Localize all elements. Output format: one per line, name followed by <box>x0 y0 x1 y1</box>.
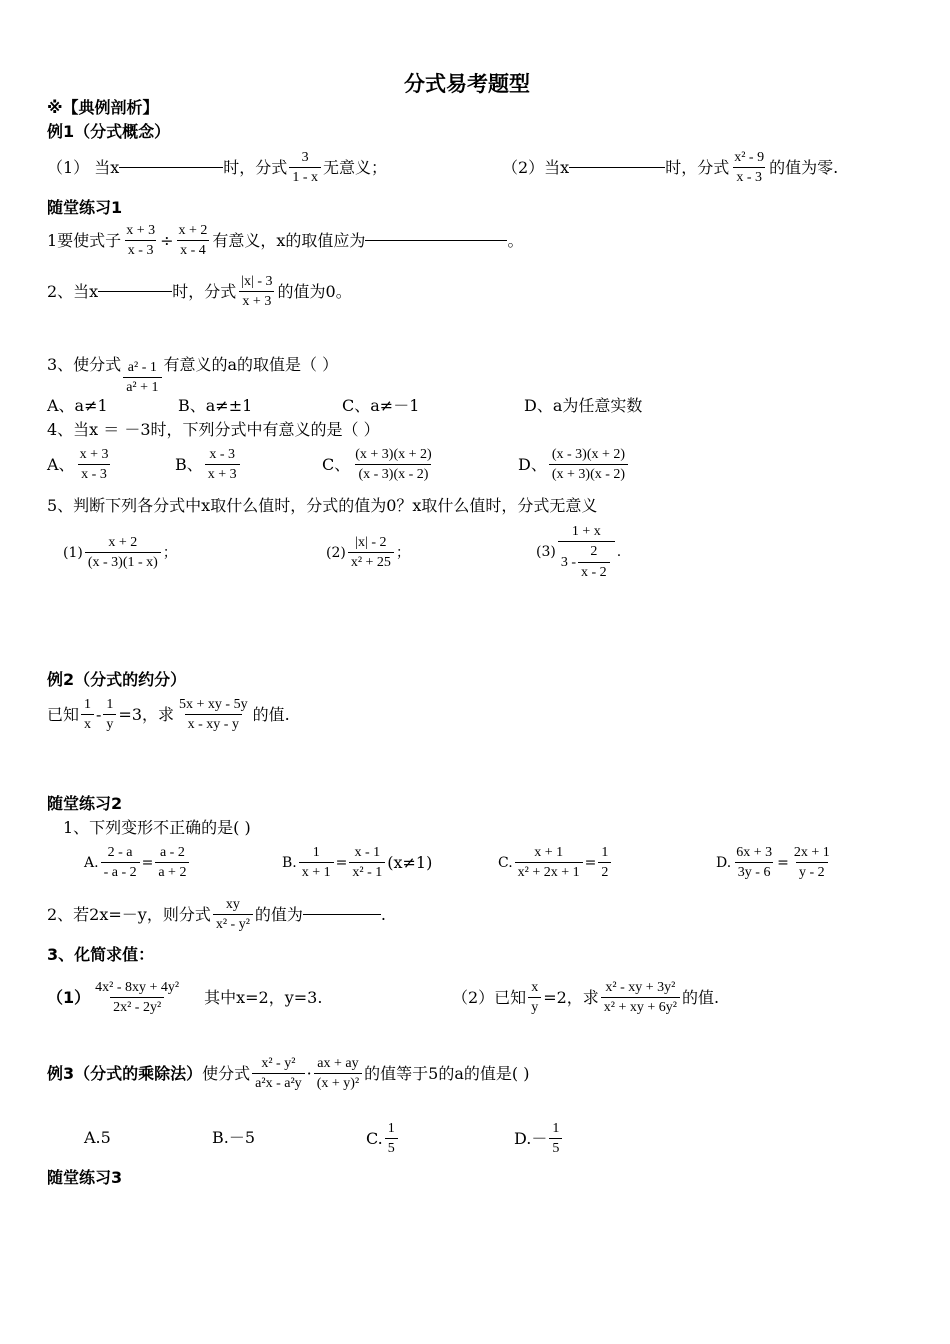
numerator: x + 3 <box>79 447 109 462</box>
q3-option-c: C、a≠－1 <box>342 396 420 415</box>
denominator: a + 2 <box>155 862 189 880</box>
example1-part1 <box>47 150 387 186</box>
text: 2、若2x=－y，则分式 <box>47 904 211 924</box>
option-label: D. <box>716 854 732 871</box>
q4-option-a <box>47 447 113 483</box>
denominator: (x - 3)(1 - x) <box>85 552 161 570</box>
fraction <box>385 1121 398 1157</box>
denominator: 3y - 6 <box>735 862 774 880</box>
practice1-q3 <box>47 334 338 396</box>
text: . <box>616 544 622 561</box>
text: =2，求 <box>543 987 599 1007</box>
text: （2）当x <box>502 157 570 177</box>
part-label: (3) <box>536 544 556 561</box>
denominator: y <box>528 997 541 1015</box>
q1-option-b <box>282 845 432 881</box>
fraction <box>515 845 583 881</box>
denominator: 2x² - 2y² <box>110 997 164 1015</box>
fraction <box>238 274 275 310</box>
fraction <box>731 150 767 186</box>
denominator: y - 2 <box>796 862 828 880</box>
fraction <box>791 845 833 881</box>
fraction <box>123 223 158 259</box>
q4-option-c <box>322 447 437 483</box>
option-label: A、 <box>47 454 75 474</box>
numerator: ax + ay <box>317 1056 359 1071</box>
practice2-q1: 1、下列变形不正确的是( ) <box>63 818 251 837</box>
numerator: x - 3 <box>209 447 236 462</box>
denominator: x² + 2x + 1 <box>515 862 583 880</box>
ex3-option-a: A.5 <box>84 1128 111 1147</box>
ex3-option-c <box>366 1121 400 1157</box>
practice2-q3-heading: 3、化简求值： <box>47 945 155 964</box>
q4-option-d <box>518 447 630 483</box>
denominator: 5 <box>549 1138 562 1156</box>
fraction <box>289 150 321 186</box>
answer-blank <box>119 167 223 168</box>
numerator: x² - 9 <box>734 150 765 165</box>
text: （1） 当x <box>47 157 120 177</box>
ex3-option-b: B.－5 <box>212 1128 256 1147</box>
practice1-q2 <box>47 274 352 310</box>
denominator: x² + xy + 6y² <box>601 997 680 1015</box>
denominator: x - 4 <box>177 240 209 258</box>
numerator: x + 2 <box>108 535 138 550</box>
denominator: x + 3 <box>205 464 240 482</box>
q1-option-d <box>716 845 835 881</box>
option-label: D、 <box>518 454 547 474</box>
section-header: ※【典例剖析】 <box>47 98 159 117</box>
text: 其中x=2，y=3. <box>204 987 323 1007</box>
option-label: B、 <box>175 454 203 474</box>
option-label: B. <box>282 854 297 871</box>
numerator: xy <box>225 897 240 912</box>
numerator: x + 2 <box>178 223 208 238</box>
text: 的值等于5的a的值是( ) <box>364 1063 530 1083</box>
denominator: x + 1 <box>299 862 334 880</box>
text: . <box>380 904 387 924</box>
numerator: 2x + 1 <box>793 845 830 860</box>
equals-sign: = <box>777 854 789 871</box>
denominator: (x + y)² <box>314 1073 362 1091</box>
practice2-q3-part1 <box>47 980 322 1016</box>
part-label: (1) <box>63 544 83 561</box>
denominator: - a - 2 <box>101 862 140 880</box>
denominator: (x - 3)(x - 2) <box>355 464 431 482</box>
q3-option-d: D、a为任意实数 <box>524 396 643 415</box>
text: 时，分式 <box>223 157 288 177</box>
fraction <box>299 845 334 881</box>
numerator: 2 <box>590 544 598 560</box>
practice1-heading: 随堂练习1 <box>47 198 123 217</box>
numerator: x + 1 <box>534 845 564 860</box>
practice2-heading: 随堂练习2 <box>47 794 123 813</box>
text: 有意义的a的取值是（ ） <box>163 354 339 374</box>
numerator: 1 <box>387 1121 395 1136</box>
equals-sign: = <box>584 854 597 871</box>
denominator: x - 2 <box>578 562 610 580</box>
q3-option-b: B、a≠±1 <box>178 396 253 415</box>
fraction <box>77 447 112 483</box>
fraction <box>549 447 628 483</box>
denominator: (x + 3)(x - 2) <box>549 464 628 482</box>
option-label: D.－ <box>514 1128 548 1148</box>
numerator: a - 2 <box>159 845 185 860</box>
text: 时，分式 <box>665 157 730 177</box>
q5-part3 <box>536 524 621 580</box>
text: =3，求 <box>118 704 175 724</box>
numerator: 2 - a <box>107 845 133 860</box>
q5-part1 <box>63 535 177 571</box>
denominator: 2 <box>598 862 611 880</box>
answer-blank <box>98 291 172 292</box>
denominator: 5 <box>385 1138 398 1156</box>
numerator: 1 + x <box>571 524 601 539</box>
text: 3、使分式 <box>47 354 122 374</box>
equals-sign: = <box>141 854 154 871</box>
answer-blank <box>569 167 665 168</box>
q4-option-b <box>175 447 242 483</box>
fraction <box>85 535 161 571</box>
fraction <box>528 980 541 1016</box>
text: 1要使式子 <box>47 230 122 250</box>
q3-option-a: A、a≠1 <box>47 396 108 415</box>
numerator: 1 <box>601 845 609 860</box>
fraction <box>92 980 182 1016</box>
fraction <box>598 845 611 881</box>
numerator: x <box>531 980 539 995</box>
numerator: 1 <box>106 697 114 712</box>
denominator: x - 3 <box>125 240 157 258</box>
part-label: (2) <box>326 544 346 561</box>
text: 无意义； <box>322 157 387 177</box>
divide-sign: ÷ <box>160 230 174 250</box>
fraction <box>213 897 253 933</box>
fraction <box>81 697 94 733</box>
fraction <box>176 223 211 259</box>
practice1-q5: 5、判断下列各分式中x取什么值时，分式的值为0？x取什么值时，分式无意义 <box>47 496 598 515</box>
condition: (x≠1) <box>387 852 433 872</box>
fraction <box>733 845 775 881</box>
example1-part2 <box>502 150 838 186</box>
practice2-q2 <box>47 897 386 933</box>
text: 的值为0。 <box>277 281 352 301</box>
fraction <box>155 845 189 881</box>
equals-sign: = <box>335 854 348 871</box>
fraction <box>349 845 385 881</box>
practice1-q1 <box>47 223 523 259</box>
numerator: (x - 3)(x + 2) <box>551 447 626 462</box>
text: （2）已知 <box>452 987 527 1007</box>
numerator: 1 <box>84 697 92 712</box>
denominator <box>558 541 615 580</box>
text: 2、当x <box>47 281 99 301</box>
fraction <box>558 524 615 580</box>
q1-option-a <box>84 845 191 881</box>
text: 的值为零. <box>769 157 839 177</box>
denominator: x <box>81 714 94 732</box>
option-label: A. <box>84 854 99 871</box>
text: 的值. <box>252 704 290 724</box>
numerator: x + 3 <box>126 223 156 238</box>
numerator: (x + 3)(x + 2) <box>355 447 432 462</box>
fraction <box>176 697 251 733</box>
text: 的值. <box>681 987 720 1007</box>
fraction <box>123 360 161 396</box>
text: 。 <box>507 230 524 250</box>
practice3-heading: 随堂练习3 <box>47 1168 123 1187</box>
numerator: 4x² - 8xy + 4y² <box>95 980 180 995</box>
numerator: 5x + xy - 5y <box>179 697 248 712</box>
denominator: x² - 1 <box>349 862 385 880</box>
page-title: 分式易考题型 <box>404 72 530 96</box>
fraction <box>549 1121 562 1157</box>
numerator: 6x + 3 <box>736 845 773 860</box>
dot-sign: · <box>306 1063 312 1083</box>
denominator: x² + 25 <box>348 552 394 570</box>
text: ； <box>162 544 177 561</box>
answer-blank <box>303 914 381 915</box>
denominator: x - 3 <box>733 167 765 185</box>
denominator: x - 3 <box>78 464 110 482</box>
denominator: y <box>103 714 116 732</box>
practice2-q3-part2 <box>452 980 719 1016</box>
fraction <box>252 1056 304 1092</box>
text: 的值为 <box>254 904 303 924</box>
denominator: 1 - x <box>289 167 321 185</box>
fraction <box>601 980 680 1016</box>
text: 已知 <box>47 704 80 724</box>
option-label: C. <box>498 854 513 871</box>
option-label: C、 <box>322 454 351 474</box>
fraction <box>205 447 240 483</box>
fraction <box>348 535 394 571</box>
q5-part2 <box>326 535 410 571</box>
numerator: x - 1 <box>354 845 381 860</box>
example3-heading: 例3（分式的乘除法） <box>47 1063 203 1083</box>
numerator: x² - y² <box>261 1056 296 1071</box>
q1-option-c <box>498 845 613 881</box>
numerator: x² - xy + 3y² <box>605 980 676 995</box>
answer-blank <box>365 240 507 241</box>
fraction <box>101 845 140 881</box>
denominator: a² + 1 <box>123 377 161 395</box>
text: ； <box>395 544 410 561</box>
numerator: |x| - 2 <box>355 535 387 550</box>
minus-sign: - <box>96 704 102 724</box>
example1-heading: 例1（分式概念） <box>47 122 171 141</box>
fraction <box>314 1056 362 1092</box>
option-label: C. <box>366 1128 383 1148</box>
example2-body <box>47 697 290 733</box>
practice1-q4: 4、当x ＝ －3时，下列分式中有意义的是（ ） <box>47 420 380 439</box>
ex3-option-d <box>514 1121 564 1157</box>
text: 时，分式 <box>172 281 237 301</box>
example2-heading: 例2（分式的约分） <box>47 670 187 689</box>
part-label: （1） <box>47 987 91 1007</box>
denominator: a²x - a²y <box>252 1073 304 1091</box>
fraction <box>103 697 116 733</box>
fraction <box>352 447 434 483</box>
text: 有意义，x的取值应为 <box>212 230 366 250</box>
numerator: 3 <box>301 150 309 165</box>
text: 3 - <box>560 554 577 570</box>
numerator: 1 <box>552 1121 560 1136</box>
denominator: x² - y² <box>213 914 253 932</box>
example3-body <box>47 1056 529 1092</box>
inner-fraction <box>578 544 610 580</box>
numerator: |x| - 3 <box>241 274 273 289</box>
denominator: x - xy - y <box>185 714 242 732</box>
text: 使分式 <box>202 1063 251 1083</box>
denominator: x + 3 <box>239 291 274 309</box>
numerator: a² - 1 <box>127 360 157 375</box>
numerator: 1 <box>312 845 320 860</box>
